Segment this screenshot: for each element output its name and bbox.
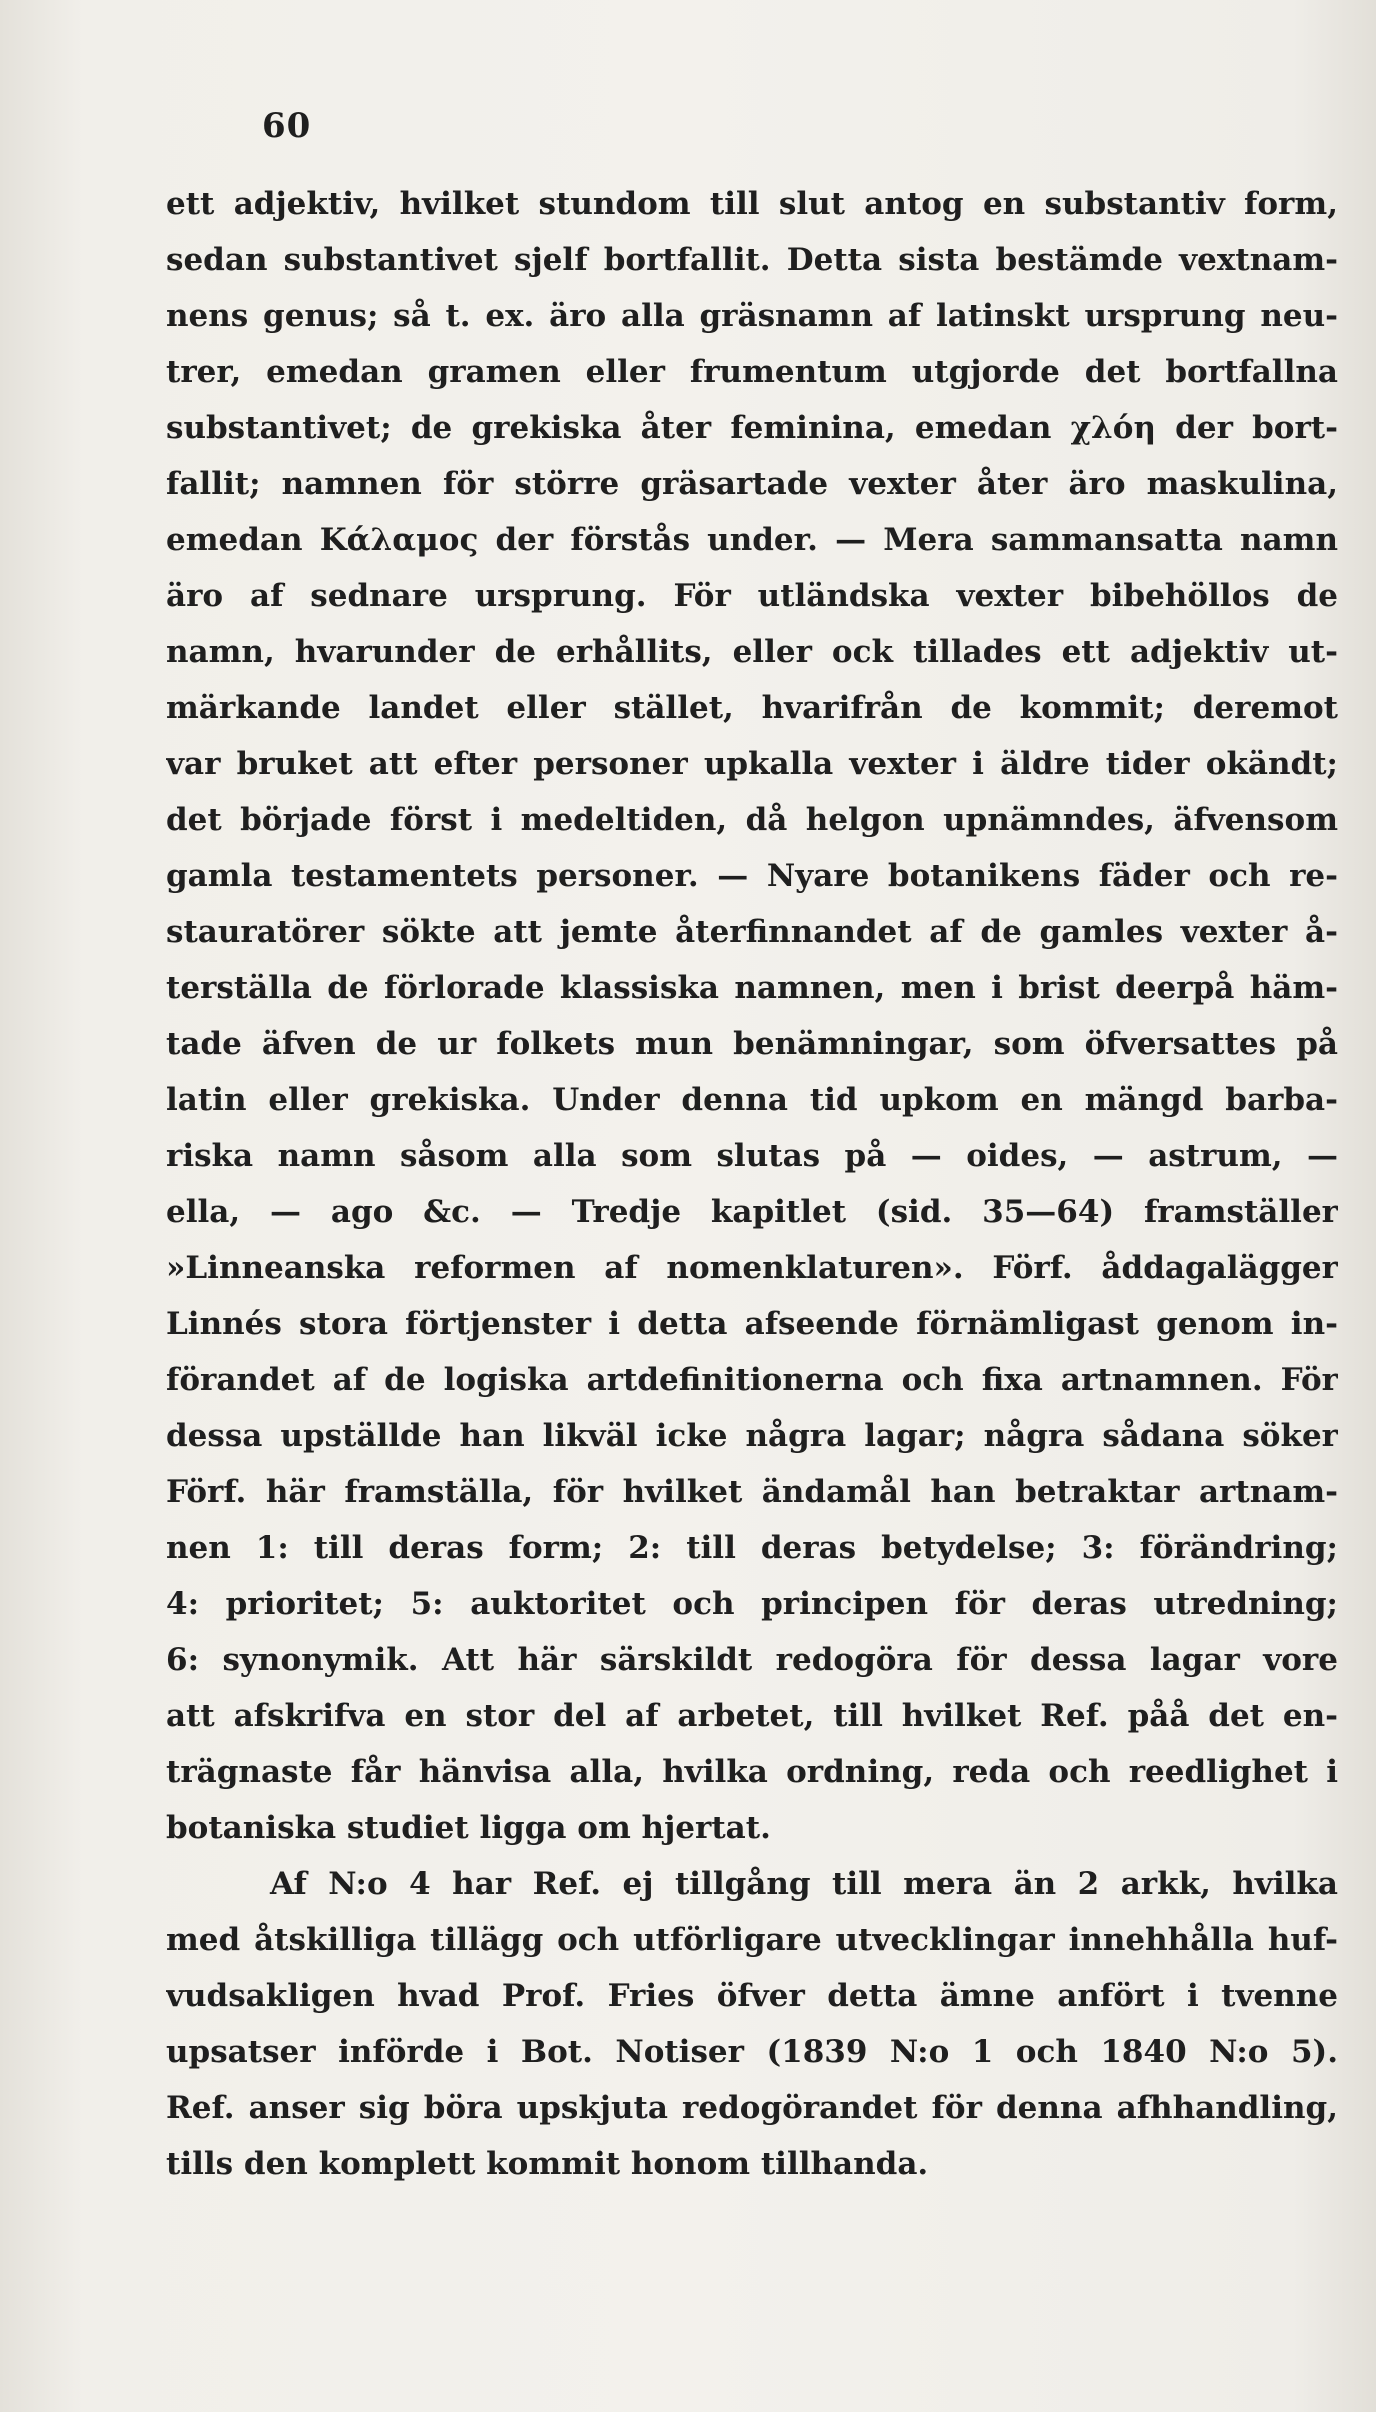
text-line: sedan substantivet sjelf bortfallit. Detta sista bestämde vextnam- — [166, 242, 1338, 278]
text-line: nen 1: till deras form; 2: till deras betydelse; 3: förändring; — [166, 1530, 1338, 1566]
text-line: Ref. anser sig böra upskjuta redogörandet för denna afhhandling, — [166, 2090, 1338, 2126]
paragraph-start-line: Af N:o 4 har Ref. ej tillgång till mera än 2 arkk, hvilka — [270, 1866, 1338, 1902]
text-line: trägnaste får hänvisa alla, hvilka ordning, reda och reedlighet i — [166, 1754, 1338, 1790]
text-line: ett adjektiv, hvilket stundom till slut antog en substantiv form, — [166, 186, 1338, 222]
text-line: trer, emedan gramen eller frumentum utgjorde det bortfallna — [166, 354, 1338, 390]
text-line: namn, hvarunder de erhållits, eller ock tillades ett adjektiv ut- — [166, 634, 1338, 670]
text-line: det började först i medeltiden, då helgon upnämndes, äfvensom — [166, 802, 1338, 838]
text-line: med åtskilliga tillägg och utförligare utvecklingar innehhålla huf- — [166, 1922, 1338, 1958]
text-line: terställa de förlorade klassiska namnen, men i brist deerpå häm- — [166, 970, 1338, 1006]
text-line: substantivet; de grekiska åter feminina, emedan χλόη der bort- — [166, 410, 1338, 446]
text-line: dessa upställde han likväl icke några lagar; några sådana söker — [166, 1418, 1338, 1454]
text-line: ella, — ago &c. — Tredje kapitlet (sid. 35—64) framställer — [166, 1194, 1338, 1230]
paragraph-end-line: botaniska studiet ligga om hjertat. — [166, 1810, 771, 1846]
text-line: latin eller grekiska. Under denna tid upkom en mängd barba- — [166, 1082, 1338, 1118]
text-line: upsatser införde i Bot. Notiser (1839 N:o 1 och 1840 N:o 5). — [166, 2034, 1338, 2070]
text-line: att afskrifva en stor del af arbetet, till hvilket Ref. påå det en- — [166, 1698, 1338, 1734]
text-line: stauratörer sökte att jemte återfinnandet af de gamles vexter å- — [166, 914, 1338, 950]
page-number: 60 — [262, 106, 312, 146]
text-line: märkande landet eller stället, hvarifrån de kommit; deremot — [166, 690, 1338, 726]
text-line: vudsakligen hvad Prof. Fries öfver detta ämne anfört i tvenne — [166, 1978, 1338, 2014]
text-line: äro af sednare ursprung. För utländska vexter bibehöllos de — [166, 578, 1338, 614]
text-line: tade äfven de ur folkets mun benämningar, som öfversattes på — [166, 1026, 1338, 1062]
body-text — [166, 176, 1338, 2192]
text-line: emedan Κάλαμος der förstås under. — Mera sammansatta namn — [166, 522, 1338, 558]
text-line: var bruket att efter personer upkalla vexter i äldre tider okändt; — [166, 746, 1338, 782]
text-line: fallit; namnen för större gräsartade vexter åter äro maskulina, — [166, 466, 1338, 502]
text-line: Linnés stora förtjenster i detta afseende förnämligast genom in- — [166, 1306, 1338, 1342]
text-line: Förf. här framställa, för hvilket ändamål han betraktar artnam- — [166, 1474, 1338, 1510]
text-line: »Linneanska reformen af nomenklaturen». Förf. åddagalägger — [166, 1250, 1338, 1286]
text-line: 6: synonymik. Att här särskildt redogöra för dessa lagar vore — [166, 1642, 1338, 1678]
text-line: förandet af de logiska artdefinitionerna och fixa artnamnen. För — [166, 1362, 1338, 1398]
text-line: nens genus; så t. ex. äro alla gräsnamn af latinskt ursprung neu- — [166, 298, 1338, 334]
paragraph-end-line: tills den komplett kommit honom tillhanda. — [166, 2146, 929, 2182]
text-line: gamla testamentets personer. — Nyare botanikens fäder och re- — [166, 858, 1338, 894]
text-line: riska namn såsom alla som slutas på — oides, — astrum, — — [166, 1138, 1338, 1174]
text-line: 4: prioritet; 5: auktoritet och principen för deras utredning; — [166, 1586, 1338, 1622]
